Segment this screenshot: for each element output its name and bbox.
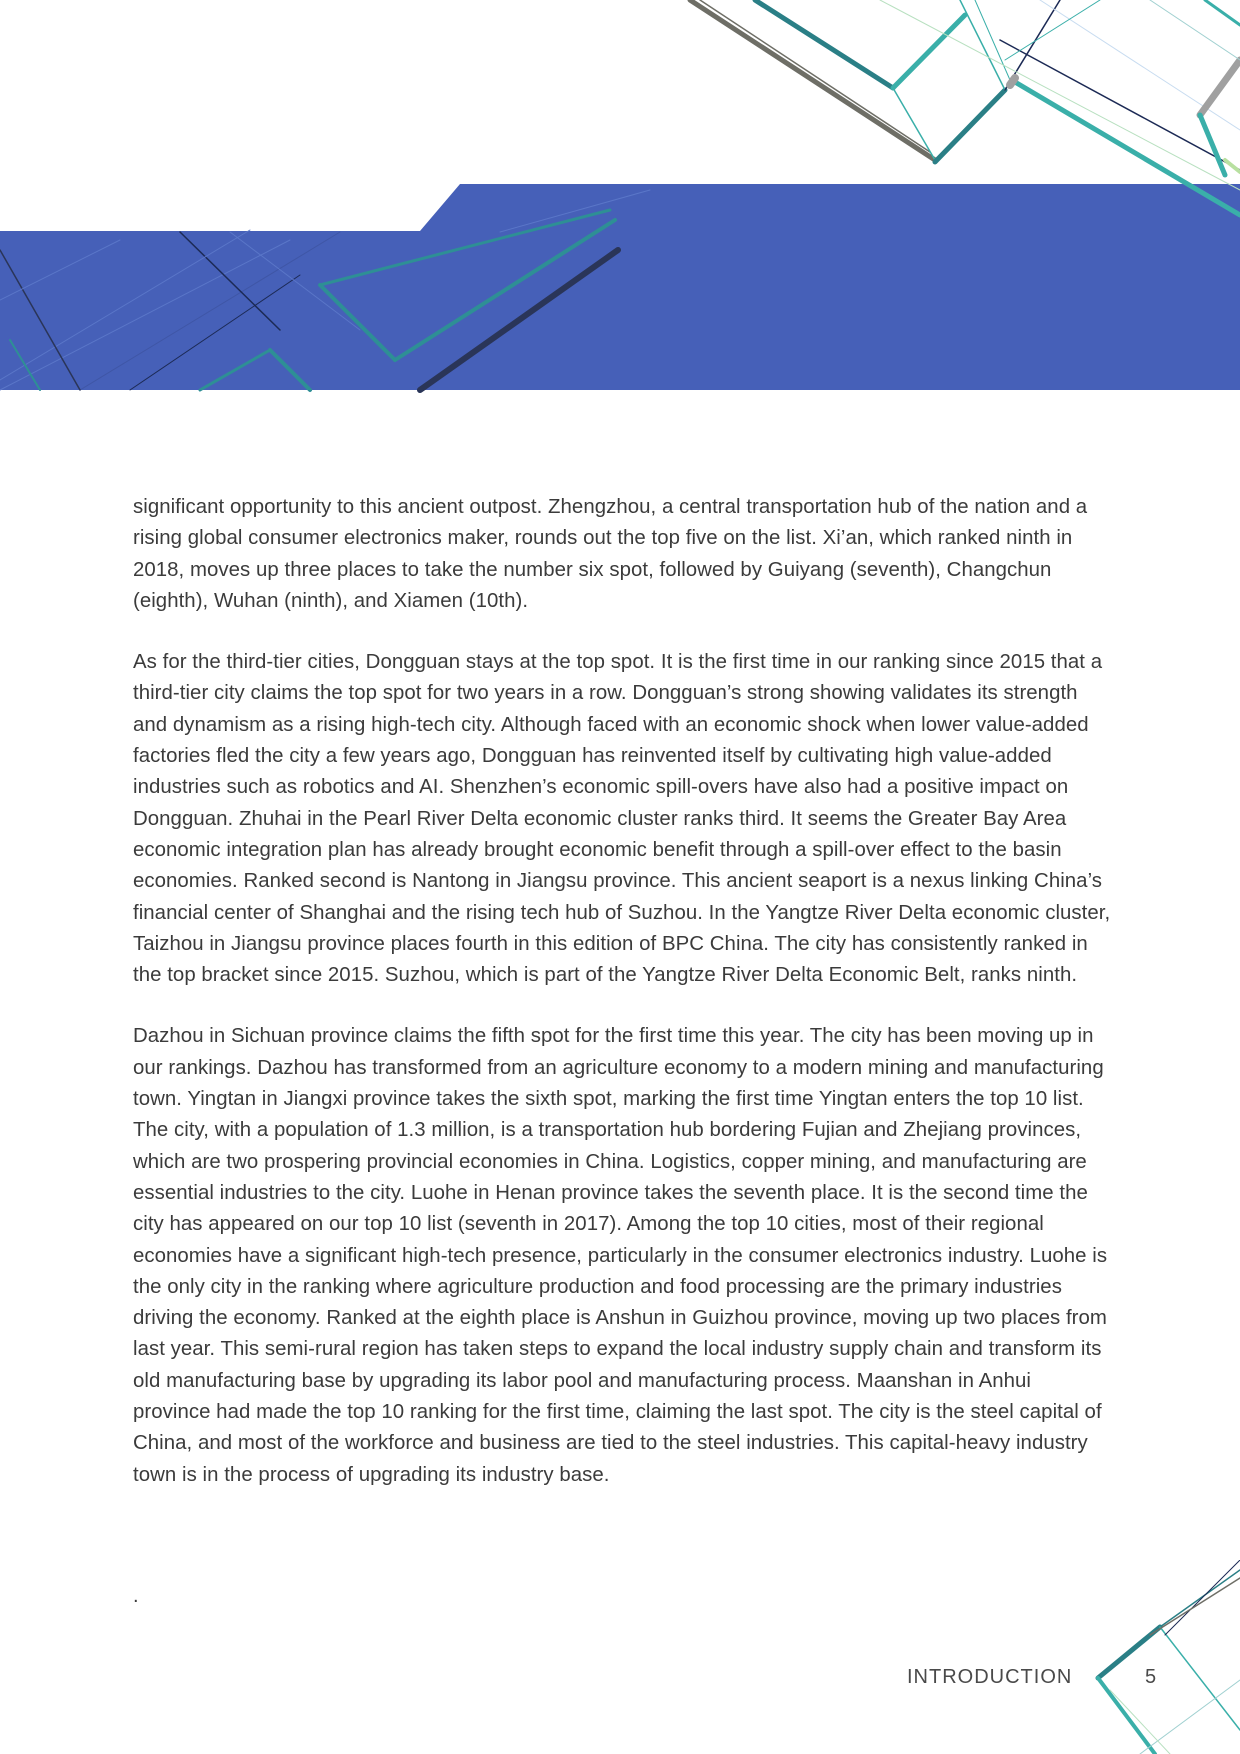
footer-section-label: INTRODUCTION [907, 1666, 1073, 1688]
trailing-mark: . [133, 1585, 139, 1607]
paragraph-2: As for the third-tier cities, Dongguan stays at the top spot. It is the first time in our ranking since 2015 that a third-tier city claims the top spot for two years in a row. Dongguan’s strong showing validates its strength and dynamism as a rising high-tech city. Although faced with an economic shock when lower value-added factories fled the city a few years ago, Dongguan has reinvented itself by cultivating high value-added industries such as robotics and AI. Shenzhen’s economic spill-overs have also had a positive impact on Dongguan. Zhuhai in the Pearl River Delta economic cluster ranks third. It seems the Greater Bay Area economic integration plan has already brought economic benefit through a spill-over effect to the basin economies. Ranked second is Nantong in Jiangsu province. This ancient seaport is a nexus linking China’s financial center of Shanghai and the rising tech hub of Suzhou. In the Yangtze River Delta economic cluster, Taizhou in Jiangsu province places fourth in this edition of BPC China. The city has consistently ranked in the top bracket since 2015. Suzhou, which is part of the Yangtze River Delta Economic Belt, ranks ninth. [133, 651, 1111, 987]
body-text [133, 492, 1113, 1521]
paragraph-1: significant opportunity to this ancient outpost. Zhengzhou, a central transportation hub of the nation and a rising global consumer electronics maker, rounds out the top five on the list. Xi’an, which ranked ninth in 2018, moves up three places to take the number six spot, followed by Guiyang (seventh), Changchun (eighth), Wuhan (ninth), and Xiamen (10th). [133, 496, 1088, 612]
header-decoration [0, 0, 1240, 400]
paragraph-3: Dazhou in Sichuan province claims the fifth spot for the first time this year. The city has been moving up in our rankings. Dazhou has transformed from an agriculture economy to a modern mining and manufacturing town. Yingtan in Jiangxi province takes the sixth spot, marking the first time Yingtan enters the top 10 list. The city, with a population of 1.3 million, is a transportation hub bordering Fujian and Zhejiang provinces, which are two prospering provincial economies in China. Logistics, copper mining, and manufacturing are essential industries to the city. Luohe in Henan province takes the seventh place. It is the second time the city has appeared on our top 10 list (seventh in 2017). Among the top 10 cities, most of their regional economies have a significant high-tech presence, particularly in the consumer electronics industry. Luohe is the only city in the ranking where agriculture production and food processing are the primary industries driving the economy. Ranked at the eighth place is Anshun in Guizhou province, moving up two places from last year. This semi-rural region has taken steps to expand the local industry supply chain and transform its old manufacturing base by upgrading its labor pool and manufacturing process. Maanshan in Anhui province had made the top 10 ranking for the first time, claiming the last spot. The city is the steel capital of China, and most of the workforce and business are tied to the steel industries. This capital-heavy industry town is in the process of upgrading its industry base. [133, 1025, 1108, 1486]
footer-decoration [1080, 1560, 1240, 1754]
header-band [0, 184, 1240, 390]
footer-page-number: 5 [1145, 1666, 1157, 1688]
header-line-art [690, 0, 1240, 215]
